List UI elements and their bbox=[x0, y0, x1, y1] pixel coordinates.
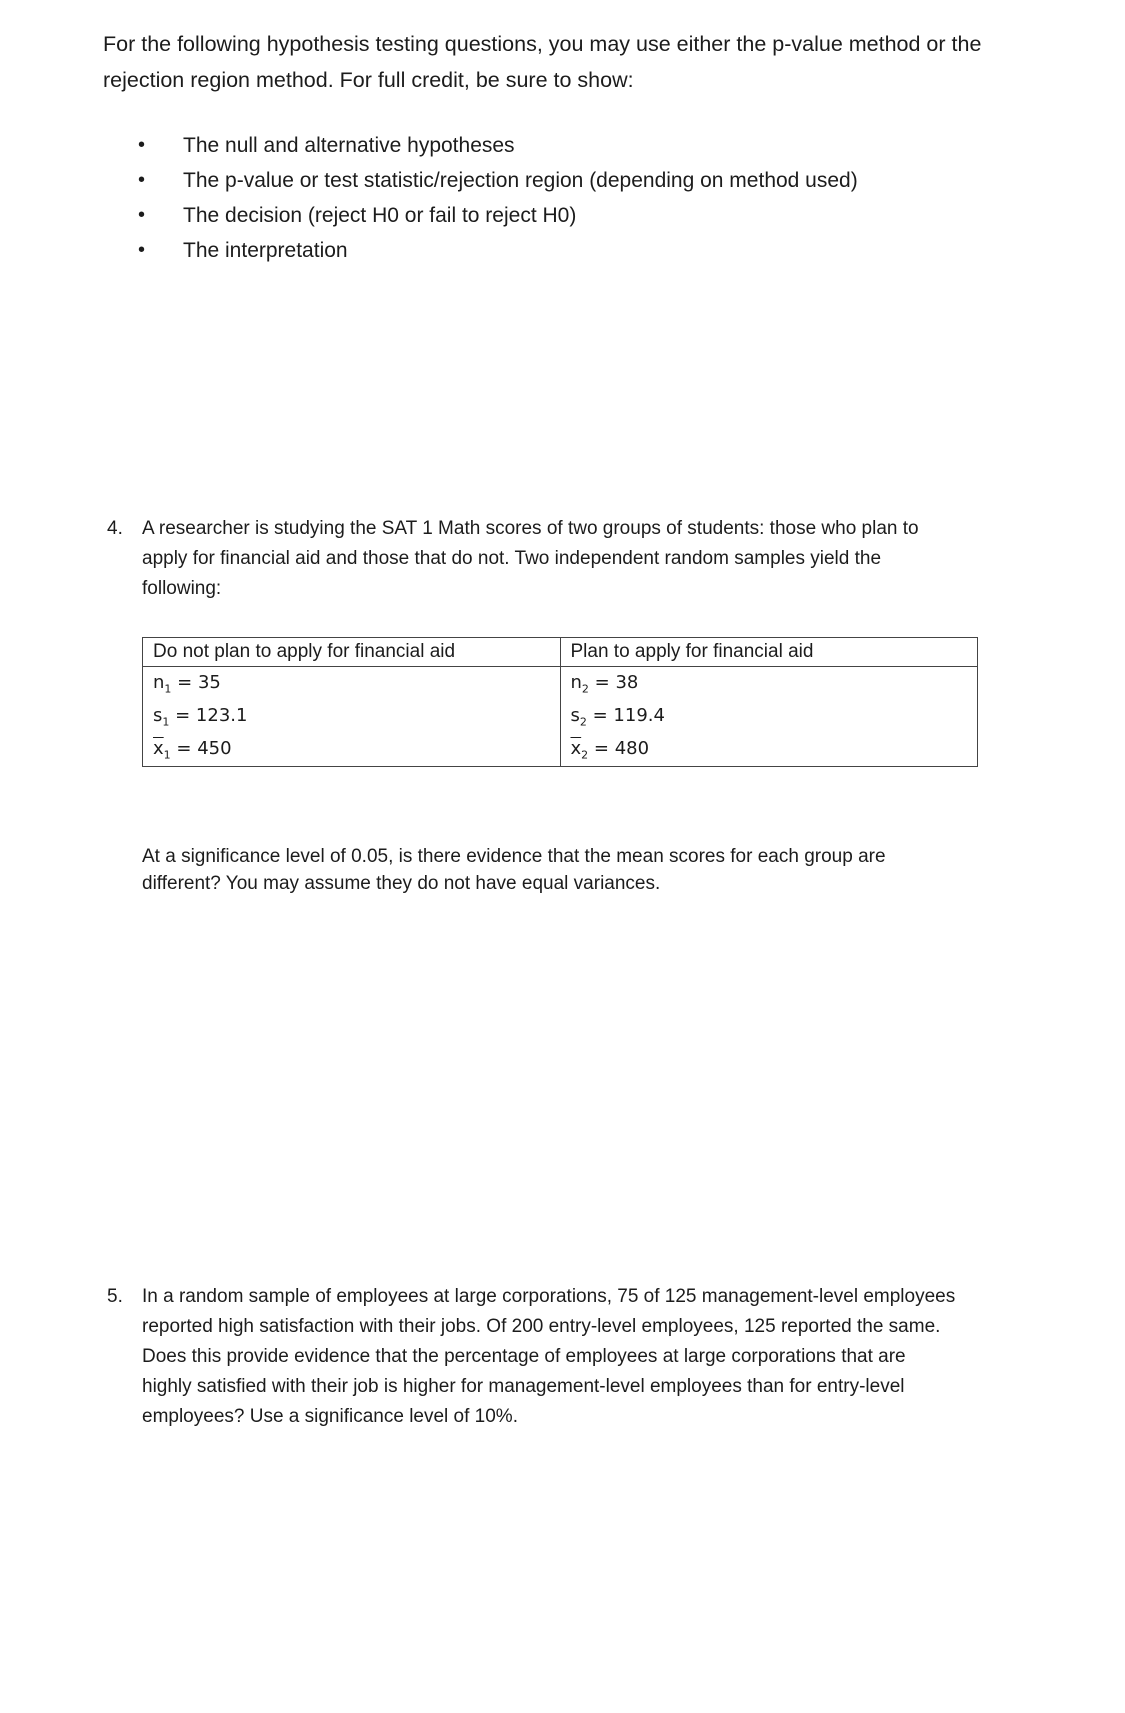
variable-subscript: 2 bbox=[579, 715, 587, 729]
question-text bbox=[142, 1282, 992, 1432]
list-item bbox=[138, 163, 1038, 198]
bullet-icon: • bbox=[138, 204, 146, 226]
table-cell bbox=[560, 733, 978, 767]
table-header-cell: Plan to apply for financial aid bbox=[560, 638, 978, 667]
question-text bbox=[142, 514, 962, 604]
list-item bbox=[138, 198, 1038, 233]
variable-symbol: s bbox=[570, 704, 580, 726]
variable-symbol: s bbox=[153, 704, 163, 726]
list-item-text: The null and alternative hypotheses bbox=[183, 134, 515, 157]
variable-symbol: n bbox=[153, 671, 165, 693]
list-item bbox=[138, 233, 1038, 268]
instructions-paragraph bbox=[103, 26, 1063, 98]
list-item-text: The decision (reject H0 or fail to reject H0) bbox=[183, 204, 577, 227]
question-number: 5. bbox=[107, 1286, 123, 1307]
requirements-list bbox=[138, 128, 1038, 268]
table-cell bbox=[143, 667, 561, 701]
question-4-followup bbox=[142, 843, 972, 897]
question-line: A researcher is studying the SAT 1 Math scores of two groups of students: those who plan to bbox=[142, 518, 919, 539]
table-cell bbox=[560, 700, 978, 733]
variable-value: = 35 bbox=[177, 671, 221, 693]
variable-symbol: $\overline{x}$ bbox=[570, 737, 582, 759]
table-cell bbox=[143, 700, 561, 733]
variable-subscript: 1 bbox=[163, 748, 171, 762]
variable-value: = 123.1 bbox=[175, 704, 248, 726]
bullet-icon: • bbox=[138, 239, 146, 261]
instructions-line-1: For the following hypothesis testing questions, you may use either the p-value method or the bbox=[103, 32, 982, 56]
question-line: apply for financial aid and those that do not. Two independent random samples yield the bbox=[142, 548, 882, 569]
question-line: Does this provide evidence that the percentage of employees at large corporations that are bbox=[142, 1346, 906, 1367]
variable-subscript: 2 bbox=[581, 748, 589, 762]
question-line: In a random sample of employees at large corporations, 75 of 125 management-level employees bbox=[142, 1286, 956, 1307]
question-line: highly satisfied with their job is higher for management-level employees than for entry-level bbox=[142, 1376, 905, 1397]
variable-value: = 480 bbox=[593, 737, 650, 759]
table-cell bbox=[560, 667, 978, 701]
variable-subscript: 1 bbox=[162, 715, 170, 729]
variable-subscript: 2 bbox=[581, 682, 589, 696]
table-row bbox=[143, 700, 978, 733]
variable-value: = 119.4 bbox=[592, 704, 665, 726]
list-item bbox=[138, 128, 1038, 163]
variable-subscript: 1 bbox=[164, 682, 172, 696]
variable-value: = 450 bbox=[176, 737, 232, 759]
question-line: different? You may assume they do not have equal variances. bbox=[142, 873, 661, 894]
question-line: following: bbox=[142, 578, 222, 599]
instructions-line-2: rejection region method. For full credit, be sure to show: bbox=[103, 68, 634, 92]
list-item-text: The p-value or test statistic/rejection region (depending on method used) bbox=[183, 169, 858, 192]
question-line: At a significance level of 0.05, is there evidence that the mean scores for each group are bbox=[142, 846, 886, 867]
question-line: reported high satisfaction with their jobs. Of 200 entry-level employees, 125 reported the same. bbox=[142, 1316, 941, 1337]
table-cell bbox=[143, 733, 561, 767]
variable-symbol: $\overline{x}$ bbox=[153, 737, 164, 759]
table-row bbox=[143, 733, 978, 767]
table-header-cell: Do not plan to apply for financial aid bbox=[143, 638, 561, 667]
table-header-row bbox=[143, 638, 978, 667]
list-item-text: The interpretation bbox=[183, 239, 348, 262]
question-number: 4. bbox=[107, 518, 123, 539]
table-row bbox=[143, 667, 978, 701]
variable-symbol: n bbox=[570, 671, 582, 693]
sample-data-table bbox=[142, 637, 978, 767]
variable-value: = 38 bbox=[594, 671, 639, 693]
question-line: employees? Use a significance level of 10%. bbox=[142, 1406, 518, 1427]
bullet-icon: • bbox=[138, 134, 146, 156]
bullet-icon: • bbox=[138, 169, 146, 191]
